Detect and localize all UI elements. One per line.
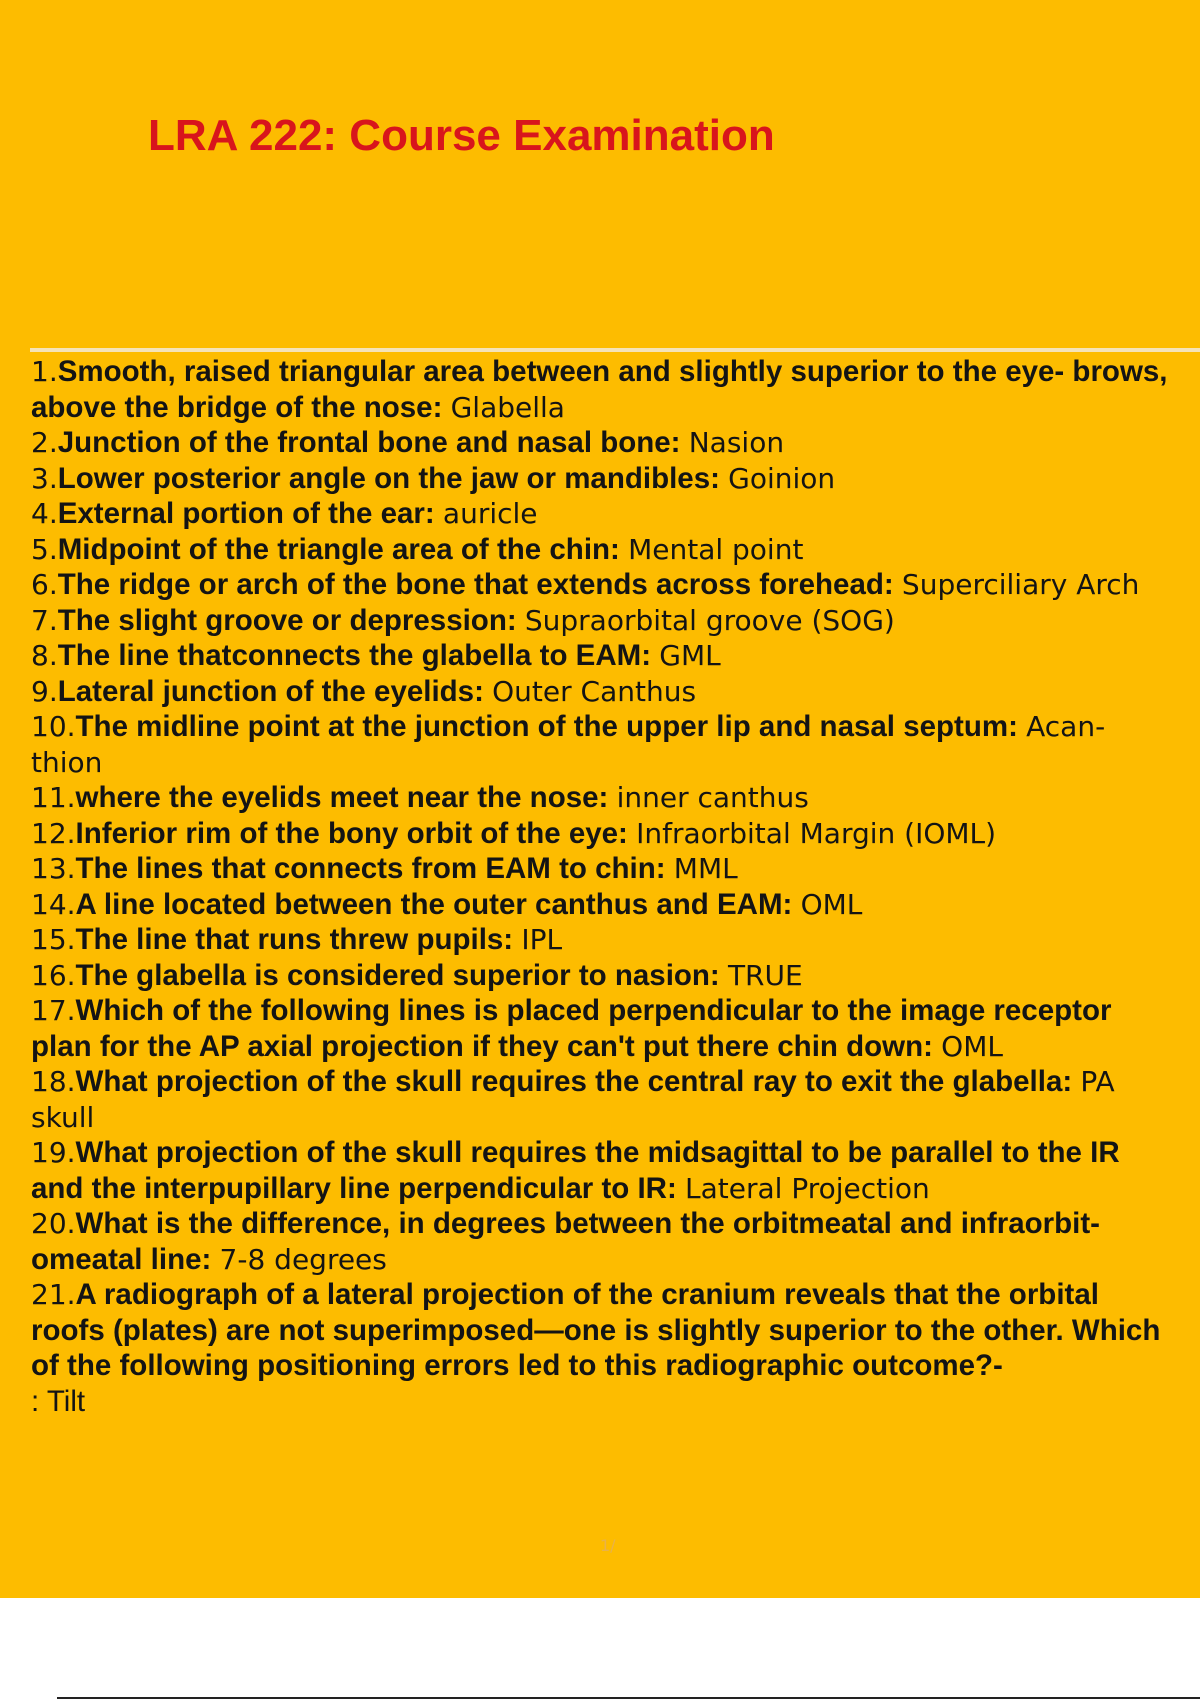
question-number: 16. xyxy=(31,958,76,992)
question-text: What projection of the skull requires the central ray to exit the glabella: xyxy=(75,1065,1073,1098)
question-text: The line that runs threw pupils: xyxy=(75,923,514,956)
answer-text: Nasion xyxy=(688,426,785,459)
answer-text: Mental point xyxy=(628,532,804,566)
question-item xyxy=(31,532,1171,568)
question-item xyxy=(31,993,1171,1064)
question-number: 10. xyxy=(31,710,76,743)
question-text: where the eyelids meet near the nose: xyxy=(75,781,609,814)
page-number: 1/ xyxy=(600,1536,616,1555)
question-number: 15. xyxy=(31,923,76,956)
question-item xyxy=(31,603,1171,639)
question-item xyxy=(31,816,1171,852)
question-text: Which of the following lines is placed perpendicular to the image receptor plan for the AP axial projection if they can't put there chin down: xyxy=(31,994,1112,1063)
answer-text: OML xyxy=(800,887,863,921)
answer-text: inner canthus xyxy=(616,781,809,814)
question-text: Smooth, raised triangular area between and slightly superior to the eye- brows, above the bridge of the nose: xyxy=(31,355,1168,424)
question-number: 14. xyxy=(31,887,76,921)
question-item xyxy=(31,1064,1171,1135)
question-item xyxy=(31,851,1171,887)
question-item xyxy=(31,638,1171,674)
answer-text: Acan- thion xyxy=(31,710,1106,779)
question-item xyxy=(31,567,1171,603)
question-text: The ridge or arch of the bone that extends across forehead: xyxy=(57,568,894,601)
question-item xyxy=(31,425,1171,461)
question-item xyxy=(31,958,1171,994)
question-text: Lateral junction of the eyelids: xyxy=(57,674,484,708)
document-title: LRA 222: Course Examination xyxy=(148,111,775,160)
answer-text: Outer Canthus xyxy=(492,674,697,708)
question-item xyxy=(31,780,1171,816)
answer-text: TRUE xyxy=(727,958,803,992)
answer-text: IPL xyxy=(521,923,563,956)
question-number: 4. xyxy=(31,497,58,530)
question-text: A radiograph of a lateral projection of the cranium reveals that the orbital roofs (plates) are not superimposed—one is slightly superior to the other. Which of the following positioning errors led to this radiographic outcome?- xyxy=(31,1278,1161,1382)
question-number: 8. xyxy=(31,639,58,672)
answer-text: Infraorbital Margin (IOML) xyxy=(636,816,997,850)
question-text: What is the difference, in degrees between the orbitmeatal and infraorbit- omeatal line: xyxy=(31,1207,1101,1276)
question-number: 13. xyxy=(31,852,76,885)
question-number: 2. xyxy=(31,426,58,459)
question-item xyxy=(31,709,1171,780)
question-text: Junction of the frontal bone and nasal bone: xyxy=(57,426,681,459)
question-item xyxy=(31,354,1171,425)
question-number: 6. xyxy=(31,568,58,601)
question-number: 7. xyxy=(31,603,58,637)
question-text: The midline point at the junction of the upper lip and nasal septum: xyxy=(75,710,1018,743)
question-number: 5. xyxy=(31,532,58,566)
question-text: Midpoint of the triangle area of the chin: xyxy=(57,532,620,566)
answer-text: MML xyxy=(673,852,738,885)
answer-text: PA skull xyxy=(31,1065,1115,1134)
answer-text: Lateral Projection xyxy=(685,1171,930,1205)
header-divider xyxy=(30,348,1200,352)
question-text: The glabella is considered superior to nasion: xyxy=(75,958,720,992)
question-number: 20. xyxy=(31,1207,76,1240)
question-text: Lower posterior angle on the jaw or mandibles: xyxy=(57,461,720,495)
answer-text: 7-8 degrees xyxy=(219,1242,387,1276)
question-item xyxy=(31,496,1171,532)
answer-text: OML xyxy=(941,1029,1003,1063)
answer-text: auricle xyxy=(442,497,538,530)
question-item xyxy=(31,1277,1171,1419)
question-number: 3. xyxy=(31,461,58,495)
answer-text: : Tilt xyxy=(31,1384,86,1418)
question-text: Inferior rim of the bony orbit of the eye: xyxy=(75,816,628,850)
question-number: 18. xyxy=(31,1065,76,1098)
question-list xyxy=(31,354,1171,1419)
answer-text: Glabella xyxy=(450,390,565,424)
question-text: The lines that connects from EAM to chin: xyxy=(75,852,666,885)
question-item xyxy=(31,1135,1171,1206)
question-item xyxy=(31,461,1171,497)
question-text: The slight groove or depression: xyxy=(57,603,517,637)
answer-text: Supraorbital groove (SOG) xyxy=(524,603,895,637)
question-item xyxy=(31,1206,1171,1277)
question-number: 21. xyxy=(31,1278,76,1311)
answer-text: Goinion xyxy=(728,461,836,495)
question-item xyxy=(31,674,1171,710)
question-item xyxy=(31,922,1171,958)
question-text: A line located between the outer canthus and EAM: xyxy=(75,887,793,921)
footer-divider xyxy=(57,1697,1200,1699)
question-number: 17. xyxy=(31,994,76,1027)
question-number: 19. xyxy=(31,1136,76,1169)
answer-text: Superciliary Arch xyxy=(901,568,1140,601)
answer-text: GML xyxy=(659,639,721,672)
question-number: 12. xyxy=(31,816,76,850)
question-text: The line thatconnects the glabella to EAM: xyxy=(57,639,652,672)
question-number: 11. xyxy=(31,781,76,814)
question-text: What projection of the skull requires the midsagittal to be parallel to the IR and the interpupillary line perpendicular to IR: xyxy=(31,1136,1120,1205)
question-text: External portion of the ear: xyxy=(57,497,435,530)
question-number: 9. xyxy=(31,674,58,708)
question-item xyxy=(31,887,1171,923)
question-number: 1. xyxy=(31,355,58,388)
